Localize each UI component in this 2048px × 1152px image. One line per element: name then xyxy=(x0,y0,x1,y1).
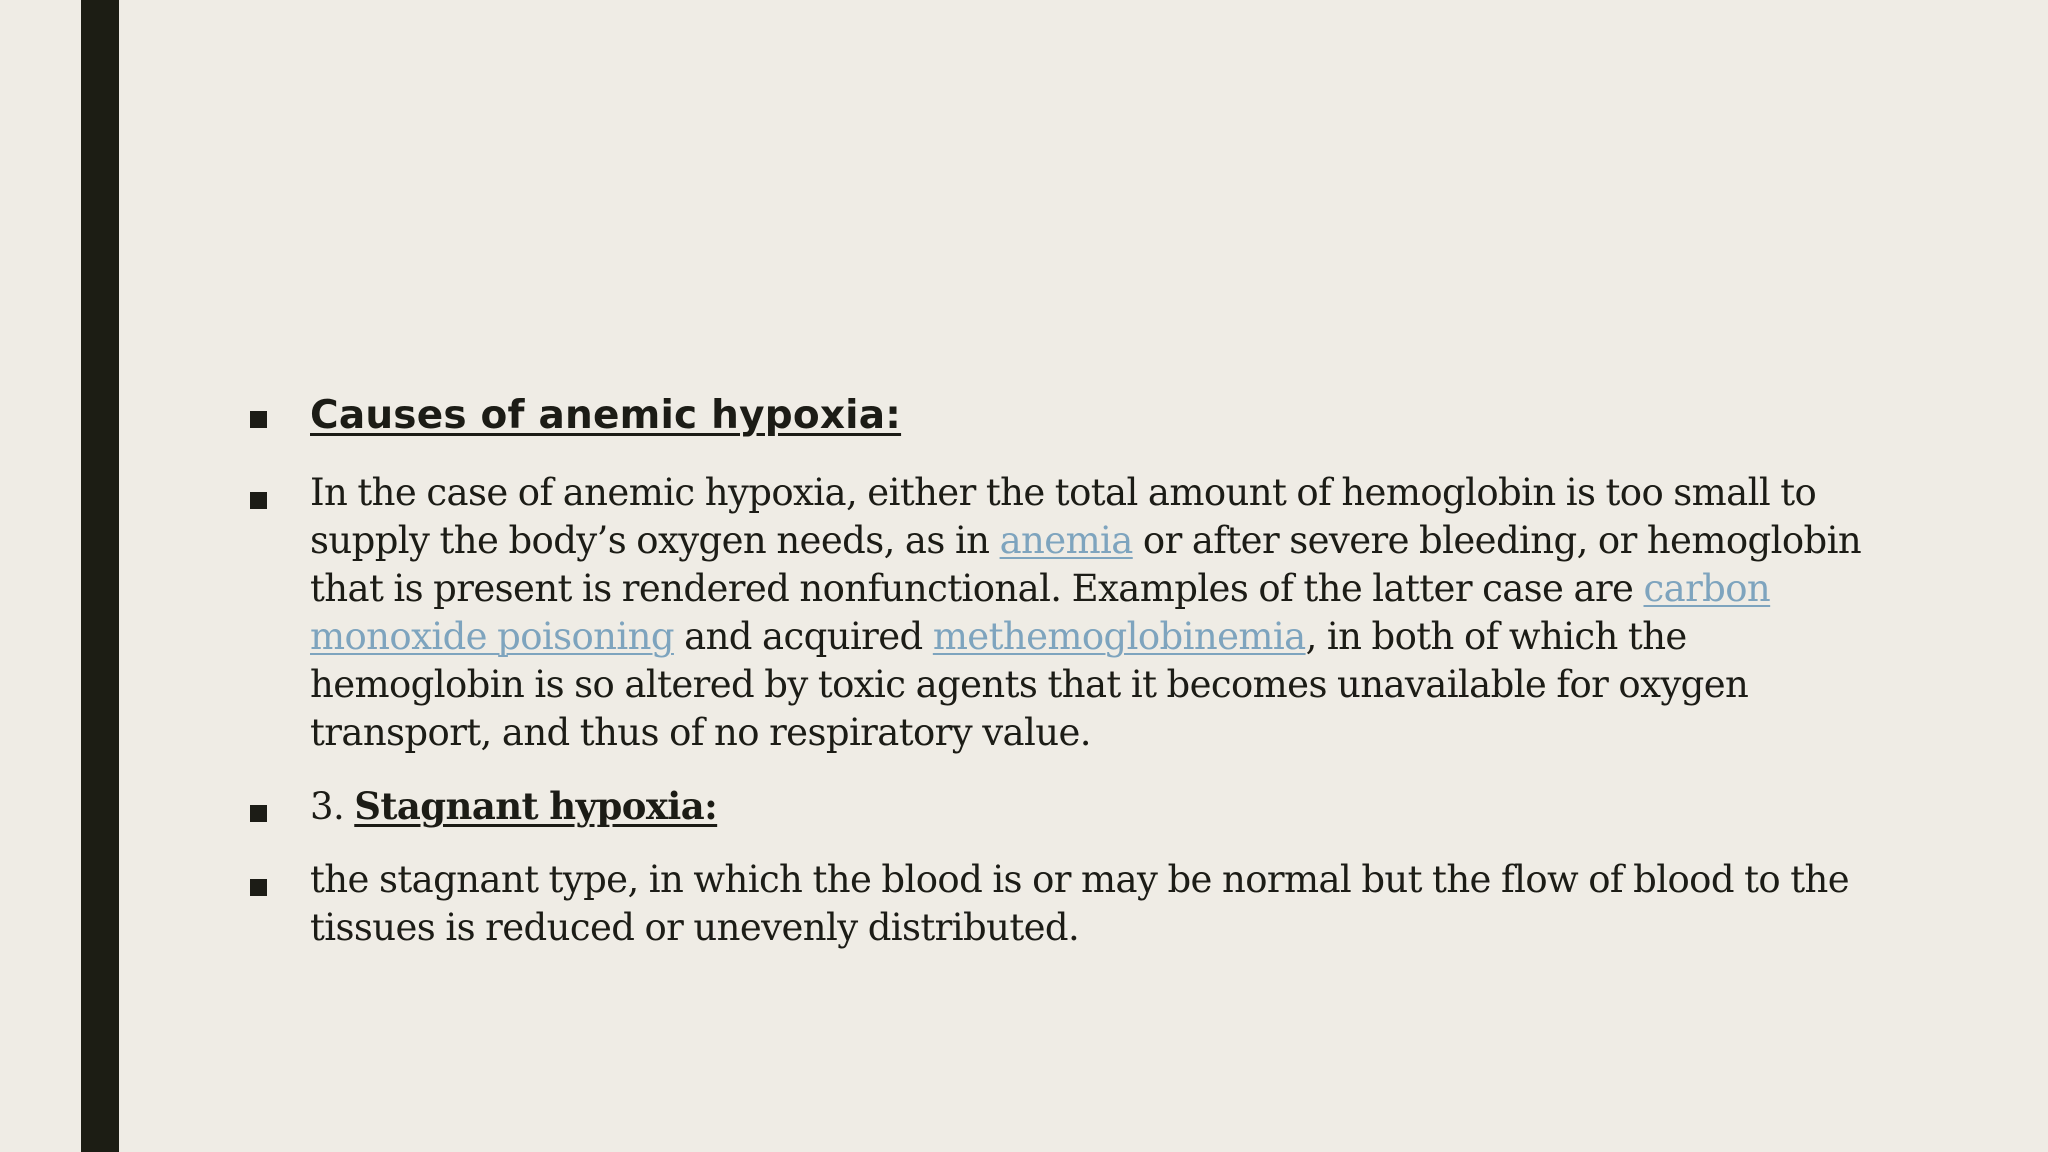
paragraph-text: , in both of which the hemoglobin is so altered by toxic agents that it becomes unavailable for oxygen transport, and thus of no respiratory value. xyxy=(310,615,1749,754)
stagnant-hypoxia-heading: Stagnant hypoxia: xyxy=(354,784,718,828)
methemoglobinemia-link[interactable]: methemoglobinemia xyxy=(932,615,1306,658)
bullet-stagnant-paragraph xyxy=(246,856,1866,952)
section-number: 3. xyxy=(310,785,355,828)
bullet-stagnant-heading xyxy=(246,782,1866,831)
square-bullet-icon xyxy=(250,411,267,428)
paragraph-text: or after severe bleeding, or hemoglobin that is present is rendered nonfunctional. Examples of the latter case are xyxy=(310,519,1862,610)
anemia-link[interactable]: anemia xyxy=(999,519,1133,562)
square-bullet-icon xyxy=(250,879,267,896)
carbon-monoxide-poisoning-link[interactable]: carbon monoxide poisoning xyxy=(310,567,1771,658)
square-bullet-icon xyxy=(250,805,267,822)
bullet-anemic-paragraph xyxy=(246,469,1866,757)
slide-content xyxy=(246,388,1866,977)
anemic-hypoxia-heading: Causes of anemic hypoxia: xyxy=(310,393,902,438)
anemic-hypoxia-paragraph xyxy=(310,469,1866,757)
stagnant-hypoxia-paragraph: the stagnant type, in which the blood is or may be normal but the flow of blood to the tissues is reduced or unevenly distributed. xyxy=(310,858,1849,949)
paragraph-text: In the case of anemic hypoxia, either the total amount of hemoglobin is too small to supply the body’s oxygen needs, as in xyxy=(310,471,1817,562)
left-accent-bar xyxy=(81,0,119,1152)
stagnant-hypoxia-heading-line xyxy=(310,782,1866,831)
square-bullet-icon xyxy=(250,492,267,509)
paragraph-text: and acquired xyxy=(673,615,933,658)
bullet-anemic-heading xyxy=(246,388,1866,444)
